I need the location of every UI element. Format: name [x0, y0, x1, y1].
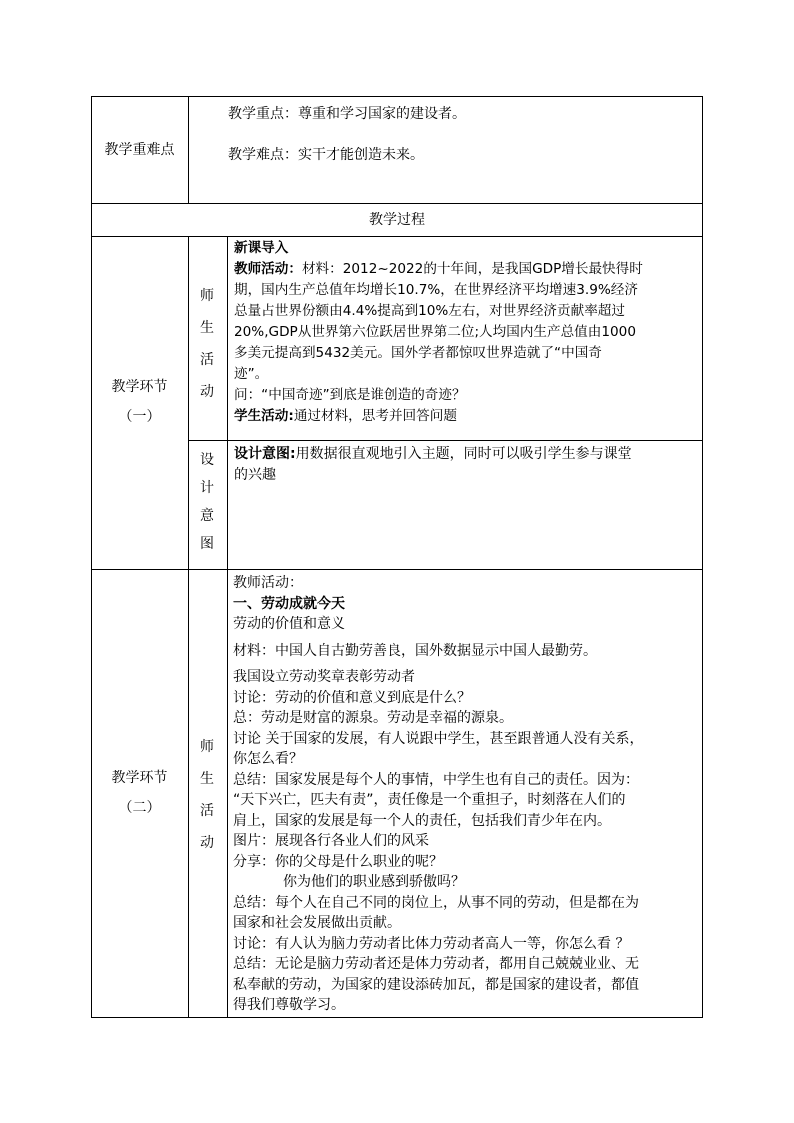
section2-line-2: 总：劳动是财富的源泉。劳动是幸福的源泉。	[233, 710, 513, 726]
section1-design-label: 设 计 意 图	[200, 452, 214, 552]
table-border-row2	[91, 236, 703, 237]
table-border-right	[702, 96, 703, 1018]
section2-line-1: 讨论：劳动的价值和意义到底是什么？	[233, 689, 471, 706]
student-activity-label: 学生活动:	[234, 408, 294, 424]
design-line-1: 的兴趣	[234, 467, 276, 483]
teacher-line-0: 材料：2012~2022的十年间，是我国GDP增长最快得时	[301, 261, 643, 277]
teacher-activity-label: 教师活动：	[234, 261, 302, 277]
key-points-label: 教学重难点	[104, 142, 175, 158]
section2-subheading: 劳动的价值和意义	[233, 616, 345, 632]
section2-after-3: 总结：无论是脑力劳动者还是体力劳动者，都用自己兢兢业业、无	[233, 956, 639, 972]
table-border-row4	[91, 569, 703, 570]
section2-line-9: 分享：你的父母是什么职业的呢？	[233, 853, 443, 870]
section2-activity-label: 师 生 活 动	[200, 739, 214, 851]
teacher-activity: 教师活动：	[233, 575, 303, 591]
teacher-line-5: 迹”。	[234, 366, 269, 382]
section2-after-4: 私奉献的劳动，为国家的建设添砖加瓦，都是国家的建设者，都值	[233, 976, 639, 993]
design-line-0: 用数据很直观地引入主题，同时可以吸引学生参与课堂	[295, 446, 632, 462]
question: 问：“中国奇迹”到底是谁创造的奇迹？	[234, 387, 466, 403]
table-border-row3	[188, 440, 703, 441]
section2-line-3: 讨论 关于国家的发展，有人说跟中学生，甚至跟普通人没有关系，	[233, 730, 644, 747]
table-border-bottom	[91, 1017, 703, 1018]
table-border-top	[91, 96, 703, 97]
section2-line-0: 我国设立劳动奖章表彰劳动者	[233, 669, 415, 685]
section2-line-5: 总结：国家发展是每个人的事情，中学生也有自己的责任。因为：	[233, 771, 639, 788]
section2-indented-line: 你为他们的职业感到骄傲吗？	[283, 874, 465, 890]
teaching-difficulty: 教学难点：实干才能创造未来。	[228, 147, 424, 163]
intro-title: 新课导入	[234, 240, 289, 256]
section2-line-4: 你怎么看？	[233, 751, 303, 767]
teacher-line-1: 期，国内生产总值年均增长10.7%，在世界经济平均增速3.9%经济	[234, 282, 638, 298]
teaching-focus: 教学重点：尊重和学习国家的建设者。	[228, 106, 466, 122]
section2-after-0: 总结：每个人在自己不同的岗位上，从事不同的劳动，但是都在为	[233, 894, 639, 911]
section2-label-line1: 教学环节	[111, 770, 168, 786]
key-points-content	[228, 104, 466, 166]
section1-activity-content	[234, 238, 643, 427]
table-divider-label-2	[188, 236, 189, 1018]
section1-label-line2: （一）	[118, 409, 161, 425]
section2-line-7: 肩上，国家的发展是每一个人的责任，包括我们青少年在内。	[233, 812, 611, 829]
section2-line-6: “天下兴亡，匹夫有责”，责任像是一个重担子，时刻落在人们的	[233, 792, 626, 808]
table-divider-label	[188, 96, 189, 204]
teacher-line-4: 多美元提高到5432美元。国外学者都惊叹世界造就了“中国奇	[234, 345, 602, 361]
table-border-row1	[91, 203, 703, 204]
section2-after-1: 国家和社会发展做出贡献。	[233, 915, 401, 931]
teacher-line-3: 20%,GDP从世界第六位跃居世界第二位;人均国内生产总值由1000	[234, 324, 636, 340]
section2-after-2: 讨论：有人认为脑力劳动者比体力劳动者高人一等，你怎么看 ？	[233, 935, 630, 952]
table-divider-sub	[227, 236, 228, 1018]
section2-line-8: 图片：展现各行各业人们的风采	[233, 833, 429, 849]
section2-heading: 一、劳动成就今天	[233, 595, 345, 612]
section2-after-5: 得我们尊敬学习。	[233, 997, 345, 1013]
section2-activity-content	[233, 573, 643, 1016]
teacher-line-2: 总量占世界份额由4.4%提高到10%左右，对世界经济贡献率超过	[234, 303, 625, 319]
section2-label-line2: （二）	[118, 800, 161, 816]
design-intent-label: 设计意图:	[234, 446, 296, 462]
section2-label	[91, 768, 188, 818]
student-activity-text: 通过材料，思考并回答问题	[293, 408, 457, 424]
section2-material: 材料：中国人自古勤劳善良，国外数据显示中国人最勤劳。	[233, 642, 597, 659]
table-border-left	[91, 96, 92, 1018]
section1-activity-label: 师 生 活 动	[200, 288, 214, 400]
section1-label	[91, 377, 188, 427]
section1-label-line1: 教学环节	[111, 379, 168, 395]
process-title: 教学过程	[369, 212, 425, 228]
section1-design-content	[234, 444, 632, 486]
